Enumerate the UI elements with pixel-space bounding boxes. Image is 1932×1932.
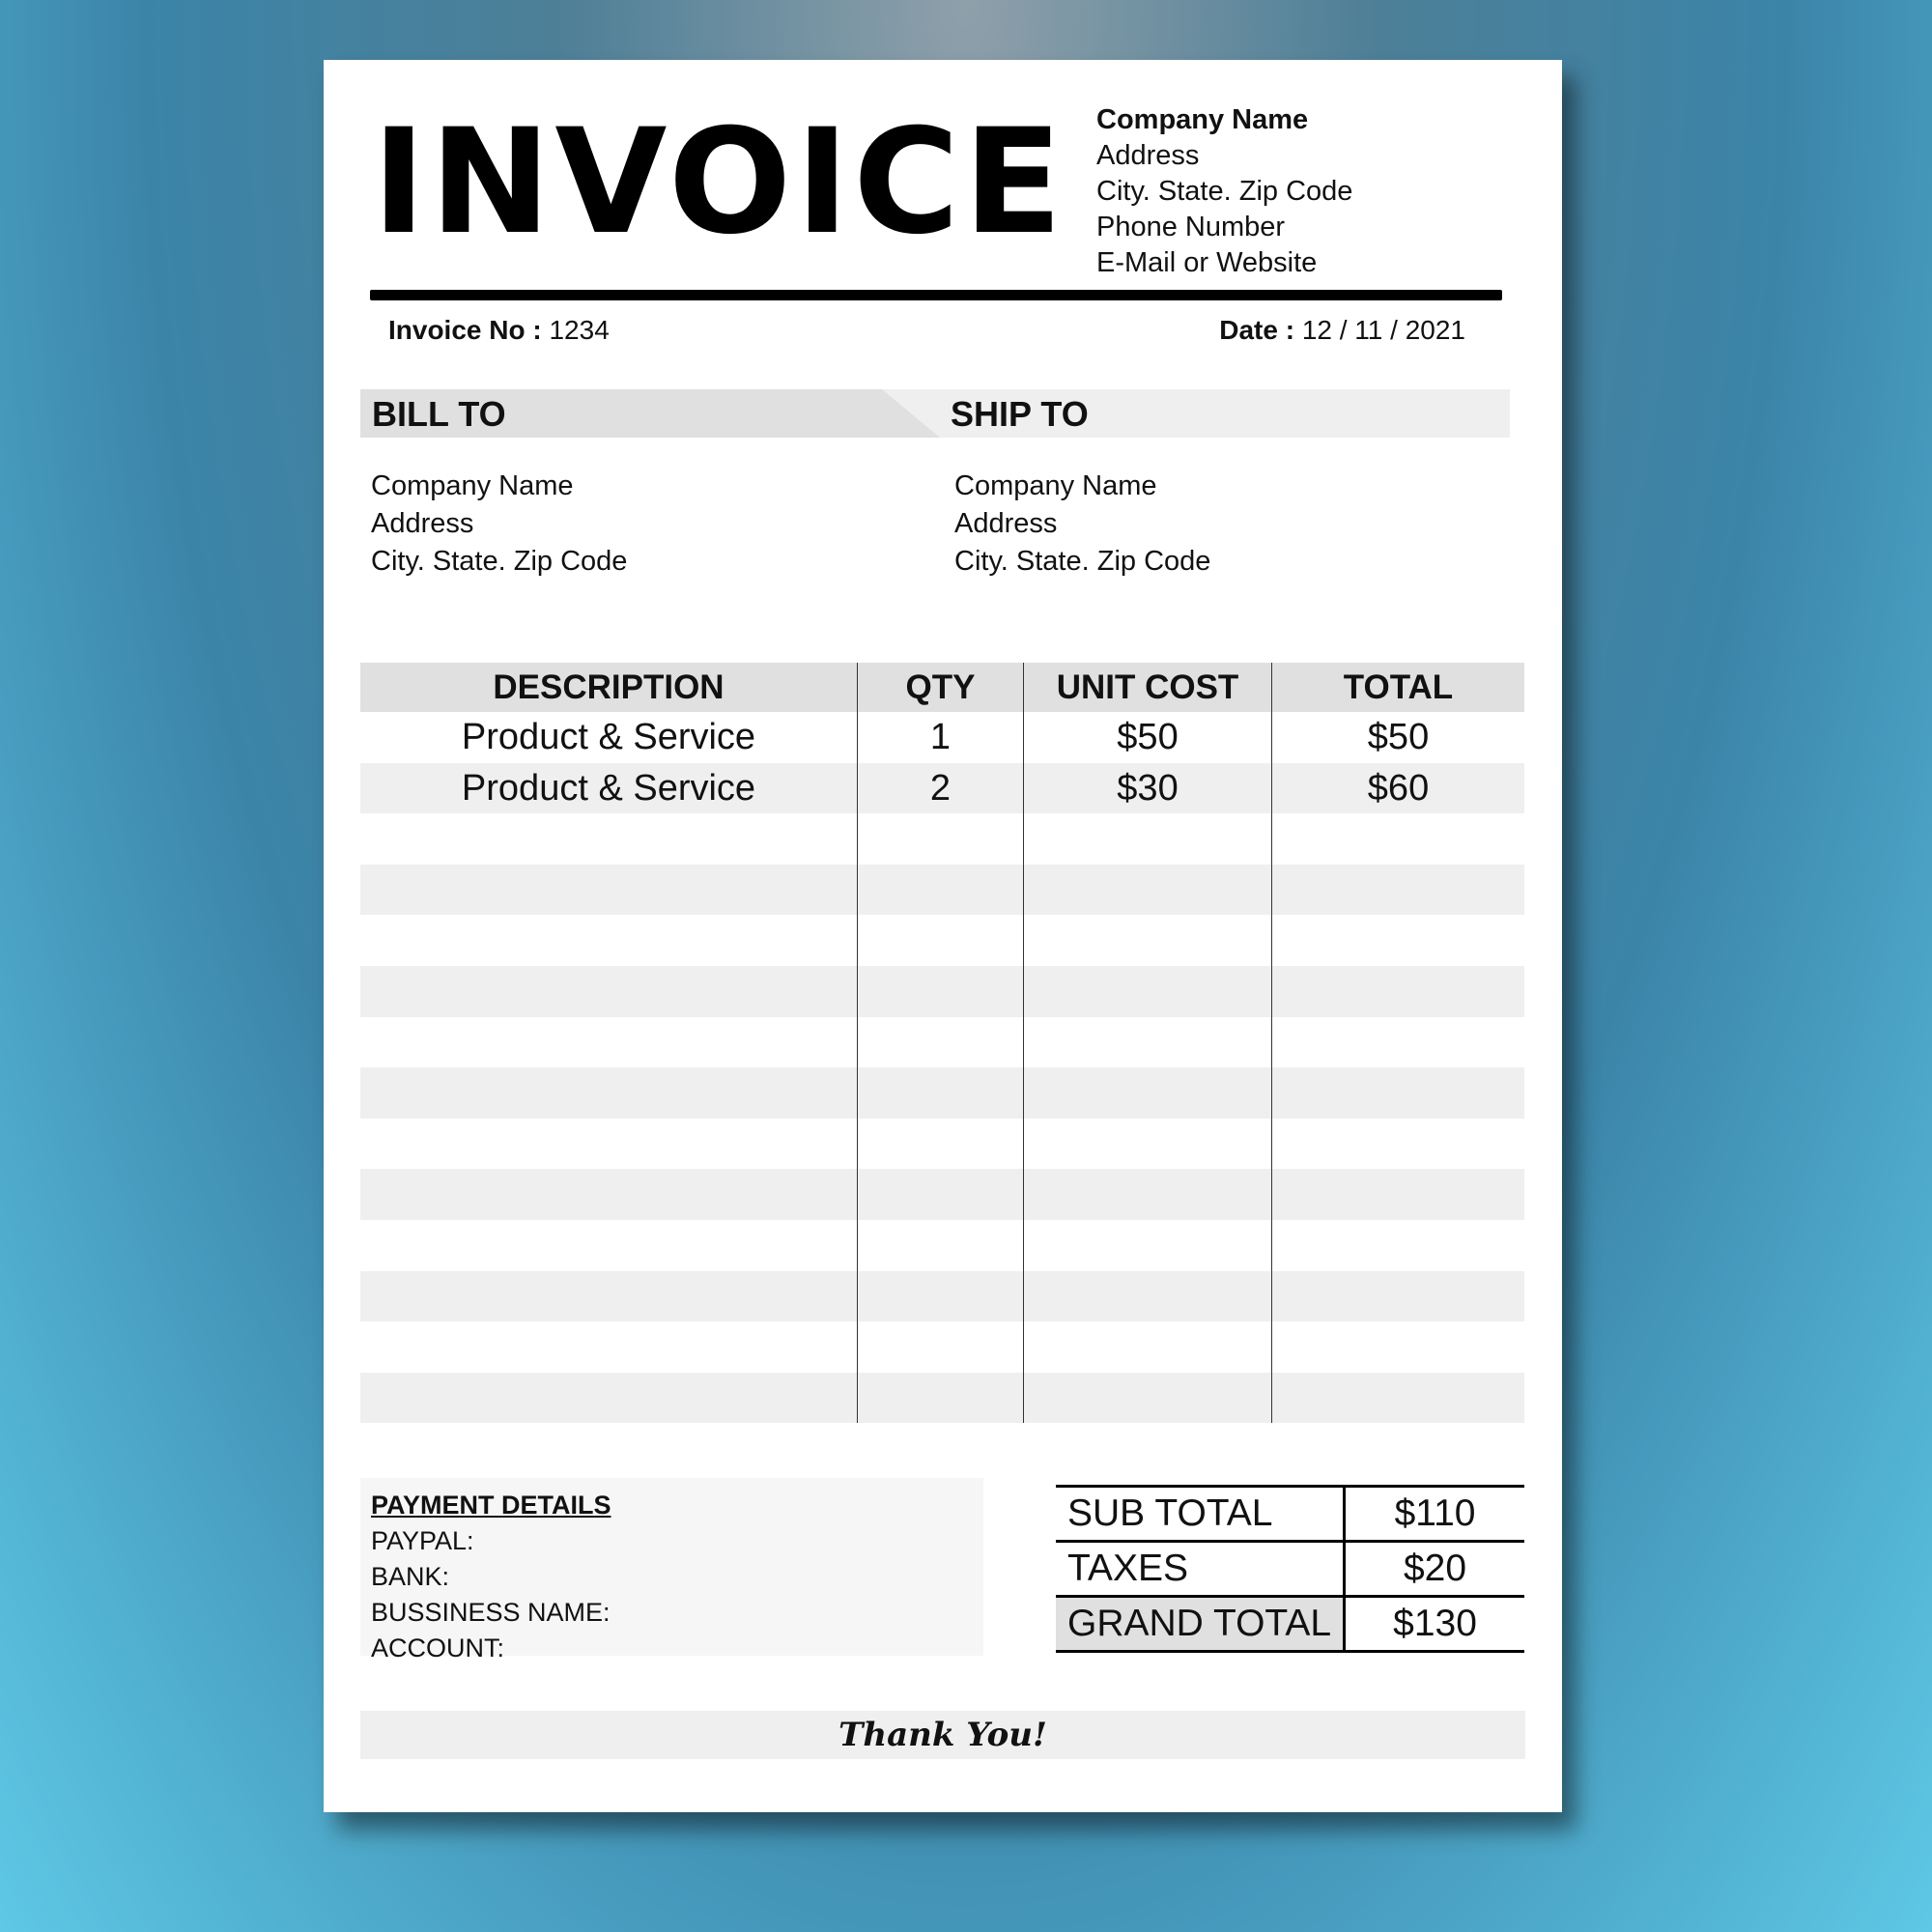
row-total — [1271, 1373, 1524, 1424]
table-row — [360, 966, 1524, 1017]
row-total — [1271, 1321, 1524, 1373]
table-row — [360, 865, 1524, 916]
row-description — [360, 1119, 857, 1170]
sender-phone: Phone Number — [1096, 212, 1286, 242]
subtotal-row — [1056, 1487, 1524, 1542]
row-total — [1271, 1169, 1524, 1220]
row-qty — [857, 865, 1023, 916]
table-row — [360, 1271, 1524, 1322]
row-unit-cost: $30 — [1023, 763, 1271, 814]
row-qty — [857, 915, 1023, 966]
ship-to-address — [954, 468, 1210, 581]
header-unit-cost: UNIT COST — [1023, 663, 1271, 712]
row-description — [360, 1321, 857, 1373]
table-row — [360, 1119, 1524, 1170]
header-total: TOTAL — [1271, 663, 1524, 712]
sender-email: E-Mail or Website — [1096, 247, 1318, 278]
row-description — [360, 1169, 857, 1220]
sender-city: City. State. Zip Code — [1096, 176, 1353, 207]
row-qty — [857, 1373, 1023, 1424]
row-description — [360, 1017, 857, 1068]
row-total — [1271, 1017, 1524, 1068]
row-qty — [857, 1169, 1023, 1220]
row-description — [360, 1373, 857, 1424]
row-qty — [857, 1220, 1023, 1271]
row-unit-cost — [1023, 1271, 1271, 1322]
ship-to-company: Company Name — [954, 470, 1157, 501]
header-description: DESCRIPTION — [493, 668, 724, 706]
row-unit-cost — [1023, 1169, 1271, 1220]
row-unit-cost — [1023, 1373, 1271, 1424]
row-total — [1271, 915, 1524, 966]
invoice-title: INVOICE — [372, 99, 1066, 267]
row-total: $60 — [1271, 763, 1524, 814]
row-description — [360, 1220, 857, 1271]
row-total — [1271, 1220, 1524, 1271]
table-row — [360, 915, 1524, 966]
row-qty — [857, 1271, 1023, 1322]
row-description — [360, 966, 857, 1017]
row-description — [360, 813, 857, 865]
row-description — [360, 1067, 857, 1119]
row-qty — [857, 1017, 1023, 1068]
row-description — [360, 865, 857, 916]
row-unit-cost: $50 — [1023, 712, 1271, 763]
table-row — [360, 1169, 1524, 1220]
grand-total-row — [1056, 1597, 1524, 1652]
row-description — [360, 1271, 857, 1322]
row-qty — [857, 813, 1023, 865]
row-qty: 1 — [857, 712, 1023, 763]
row-total — [1271, 1067, 1524, 1119]
row-total — [1271, 865, 1524, 916]
invoice-page — [324, 60, 1562, 1812]
payment-details-heading: PAYMENT DETAILS — [371, 1491, 611, 1520]
thank-you-message: Thank You! — [838, 1716, 1047, 1754]
row-total — [1271, 1271, 1524, 1322]
header-qty: QTY — [857, 663, 1023, 712]
bill-to-street: Address — [371, 508, 474, 539]
row-unit-cost — [1023, 1067, 1271, 1119]
row-description — [360, 915, 857, 966]
ship-to-heading: SHIP TO — [951, 394, 1089, 434]
payment-details — [360, 1478, 983, 1662]
row-unit-cost — [1023, 966, 1271, 1017]
ship-to-city: City. State. Zip Code — [954, 546, 1211, 577]
table-header-row — [360, 663, 1524, 712]
sender-company-block — [1096, 102, 1352, 281]
row-qty — [857, 1119, 1023, 1170]
table-row — [360, 1373, 1524, 1424]
row-description: Product & Service — [461, 767, 756, 809]
row-unit-cost — [1023, 1220, 1271, 1271]
subtotal-value: $110 — [1345, 1487, 1524, 1542]
payment-business-name: BUSSINESS NAME: — [371, 1598, 611, 1627]
row-unit-cost — [1023, 1017, 1271, 1068]
row-qty — [857, 1067, 1023, 1119]
bill-to-company: Company Name — [371, 470, 574, 501]
line-items-table — [360, 663, 1524, 1423]
table-row — [360, 813, 1524, 865]
taxes-value: $20 — [1345, 1542, 1524, 1597]
row-unit-cost — [1023, 915, 1271, 966]
table-row — [360, 712, 1524, 763]
table-row — [360, 1220, 1524, 1271]
totals-table — [1056, 1485, 1524, 1653]
table-row — [360, 1017, 1524, 1068]
invoice-date-value: 12 / 11 / 2021 — [1301, 315, 1465, 345]
row-total — [1271, 813, 1524, 865]
ship-to-street: Address — [954, 508, 1058, 539]
row-total: $50 — [1271, 712, 1524, 763]
row-unit-cost — [1023, 813, 1271, 865]
sender-address: Address — [1096, 140, 1200, 171]
row-qty — [857, 1321, 1023, 1373]
payment-bank: BANK: — [371, 1562, 450, 1591]
invoice-date — [1219, 315, 1465, 346]
invoice-number-label: Invoice No : — [388, 315, 542, 345]
row-total — [1271, 966, 1524, 1017]
row-total — [1271, 1119, 1524, 1170]
invoice-number — [388, 315, 610, 346]
sender-company-name: Company Name — [1096, 104, 1309, 135]
row-unit-cost — [1023, 1119, 1271, 1170]
bill-to-city: City. State. Zip Code — [371, 546, 628, 577]
grand-total-value: $130 — [1345, 1597, 1524, 1652]
row-description: Product & Service — [461, 717, 756, 757]
row-qty: 2 — [857, 763, 1023, 814]
row-unit-cost — [1023, 1321, 1271, 1373]
taxes-row — [1056, 1542, 1524, 1597]
bill-to-heading: BILL TO — [372, 394, 506, 434]
taxes-label: TAXES — [1056, 1542, 1345, 1597]
invoice-date-label: Date : — [1219, 315, 1295, 345]
subtotal-label: SUB TOTAL — [1056, 1487, 1345, 1542]
grand-total-label: GRAND TOTAL — [1056, 1597, 1345, 1652]
header-divider — [370, 290, 1502, 300]
invoice-number-value: 1234 — [549, 315, 610, 345]
table-row — [360, 763, 1524, 814]
bill-to-address — [371, 468, 627, 581]
payment-paypal: PAYPAL: — [371, 1526, 474, 1555]
table-row — [360, 1067, 1524, 1119]
row-qty — [857, 966, 1023, 1017]
table-row — [360, 1321, 1524, 1373]
payment-account: ACCOUNT: — [371, 1634, 505, 1662]
row-unit-cost — [1023, 865, 1271, 916]
